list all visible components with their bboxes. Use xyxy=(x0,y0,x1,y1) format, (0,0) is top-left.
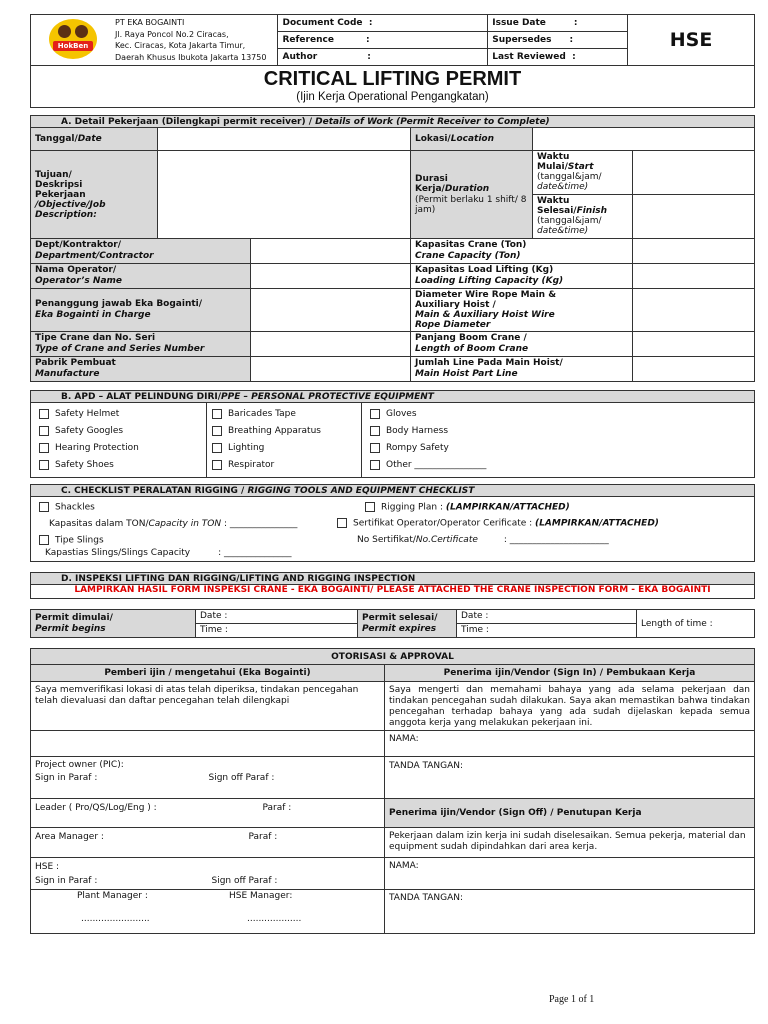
part-line-field[interactable] xyxy=(633,357,755,382)
capacity-ton-label-en: Capacity in TON xyxy=(148,519,222,529)
sling-capacity-label: Kapastias Slings/Slings Capacity xyxy=(45,548,191,558)
hse-manager-label: HSE Manager: xyxy=(229,891,293,901)
signoff-name-field[interactable] xyxy=(385,858,755,890)
ppe-column-1 xyxy=(31,403,207,478)
project-owner-cell[interactable] xyxy=(31,757,385,799)
department-label-cell xyxy=(31,239,251,264)
objective-label-3: Pekerjaan xyxy=(35,189,86,200)
department-field[interactable] xyxy=(251,239,411,264)
ppe-item[interactable] xyxy=(370,440,746,457)
date-label-cell xyxy=(31,128,158,151)
approval-table xyxy=(30,648,755,934)
date-label: Date : xyxy=(200,611,228,621)
colon: : xyxy=(368,18,373,28)
ppe-item[interactable] xyxy=(370,457,746,474)
objective-label-4: /Objective/Job xyxy=(35,199,106,210)
ppe-label: Hearing Protection xyxy=(55,443,139,453)
colon: : xyxy=(365,35,370,45)
boom-length-label: Panjang Boom Crane / xyxy=(415,333,527,343)
ppe-label: Body Harness xyxy=(386,426,449,436)
crane-capacity-label-en: Crane Capacity (Ton) xyxy=(415,251,521,261)
checkbox[interactable] xyxy=(212,460,222,470)
date-label-en: Date xyxy=(77,134,102,144)
duration-label-cell xyxy=(411,151,533,239)
leader-label: Leader ( Pro/QS/Log/Eng ) : xyxy=(35,803,157,813)
receiver-signoff-heading-cell xyxy=(385,799,755,828)
title-box xyxy=(30,66,755,108)
last-reviewed-label: Last Reviewed xyxy=(492,52,566,62)
finish-label-1: Waktu xyxy=(537,196,570,206)
last-reviewed-cell xyxy=(488,49,628,66)
date-label: Tanggal/ xyxy=(35,134,78,144)
checkbox[interactable] xyxy=(212,409,222,419)
rigging-checklist xyxy=(30,496,755,562)
ppe-label: Lighting xyxy=(228,443,265,453)
receiver-signature-field[interactable] xyxy=(385,757,755,799)
ppe-item[interactable] xyxy=(39,423,198,440)
plant-manager-signature-line[interactable]: ........................ xyxy=(81,914,150,924)
pic-label-cell xyxy=(31,289,251,332)
issuer-blank-cell[interactable] xyxy=(31,731,385,757)
reference-cell xyxy=(278,32,488,49)
start-label-1: Waktu xyxy=(537,152,570,162)
supersedes-label: Supersedes xyxy=(492,35,552,45)
pic-field[interactable] xyxy=(251,289,411,332)
hse-manager-signature-line[interactable]: ................... xyxy=(247,914,302,924)
finish-label-2: Selesai/ xyxy=(537,206,577,216)
location-field[interactable] xyxy=(533,128,755,151)
ppe-label: Other ________________ xyxy=(386,460,487,470)
boom-length-field[interactable] xyxy=(633,332,755,357)
start-field[interactable] xyxy=(633,151,755,195)
hse-sign-off-paraf-label: Sign off Paraf : xyxy=(211,876,278,886)
certificate-number-row xyxy=(357,535,609,545)
company-address-line3: Daerah Khusus Ibukota Jakarta 13750 xyxy=(115,52,267,62)
issue-date-cell xyxy=(488,15,628,32)
ppe-table xyxy=(30,402,755,478)
wire-rope-label-1: Diameter Wire Rope Main & xyxy=(415,290,557,300)
finish-label-en: Finish xyxy=(576,206,608,216)
page-title: CRITICAL LIFTING PERMIT xyxy=(263,68,522,90)
checkbox[interactable] xyxy=(39,535,49,545)
part-line-label: Jumlah Line Pada Main Hoist/ xyxy=(415,358,563,368)
hse-sign-cell[interactable] xyxy=(31,858,385,890)
duration-label-2: Kerja/ xyxy=(415,184,445,194)
date-label: Date : xyxy=(461,611,489,621)
section-b-title: B. APD – ALAT PELINDUNG DIRI/ xyxy=(61,392,222,402)
receiver-name-label: NAMA: xyxy=(389,734,419,744)
permit-expires-date-field[interactable] xyxy=(457,610,637,624)
section-a-title: A. Detail Pekerjaan (Dilengkapi permit receiver) / xyxy=(61,117,316,127)
permit-expires-label: Permit selesai/ xyxy=(362,612,438,623)
duration-note: (Permit berlaku 1 shift/ 8 jam) xyxy=(415,195,527,215)
hse-sign-label: HSE : xyxy=(35,862,60,872)
operator-name-label-cell xyxy=(31,264,251,289)
objective-label-2: Deskripsi xyxy=(35,179,83,190)
department-label-en: Department/Contractor xyxy=(35,251,154,261)
colon: : xyxy=(573,18,578,28)
issuer-statement: Saya memverifikasi lokasi di atas telah diperiksa, tindakan pencegahan telah dievaluasi dan daftar pencegahan telah dilengkapi xyxy=(35,685,359,706)
checkbox[interactable] xyxy=(370,426,380,436)
section-c-title: C. CHECKLIST PERALATAN RIGGING / xyxy=(61,486,248,496)
location-label: Lokasi/ xyxy=(415,134,451,144)
certificate-number-label: No Sertifikat/ xyxy=(357,535,416,545)
checkbox[interactable] xyxy=(212,443,222,453)
signoff-name-label: NAMA: xyxy=(389,861,419,871)
receiver-statement: Saya mengerti dan memahami bahaya yang ada selama pekerjaan dan tindakan pencegahan sudah dilakukan. Saya akan memastikan bahwa tindakan pencegahan terhadap bahaya yang ada sudah dijelaskan kepada semua anggota kerja yang melakukan pekerjaan ini. xyxy=(389,685,750,728)
managers-sign-cell[interactable] xyxy=(31,890,385,934)
duration-label-en: Duration xyxy=(444,184,490,194)
operator-name-label-en: Operator’s Name xyxy=(35,276,123,286)
duration-label-1: Durasi xyxy=(415,174,448,184)
objective-label-cell xyxy=(31,151,158,239)
sling-type-label: Tipe Slings xyxy=(55,535,104,546)
crane-type-label: Tipe Crane dan No. Seri xyxy=(35,333,156,343)
inspection-warning-box xyxy=(30,584,755,599)
permit-period-table xyxy=(30,609,755,638)
checkbox[interactable] xyxy=(370,460,380,470)
permit-begins-date-field[interactable] xyxy=(196,610,358,624)
checkbox[interactable] xyxy=(39,443,49,453)
time-label: Time : xyxy=(200,625,228,635)
wire-rope-label-2: Auxiliary Hoist / xyxy=(415,300,496,310)
company-logo xyxy=(49,19,97,59)
wire-rope-field[interactable] xyxy=(633,289,755,332)
section-b-title-en: PPE – PERSONAL PROTECTIVE EQUIPMENT xyxy=(221,392,434,402)
wire-rope-label-cell xyxy=(411,289,633,332)
load-capacity-field[interactable] xyxy=(633,264,755,289)
crane-type-label-en: Type of Crane and Series Number xyxy=(35,344,205,354)
permit-begins-label-en: Permit begins xyxy=(35,623,106,634)
finish-field[interactable] xyxy=(633,195,755,239)
work-details-table xyxy=(30,127,755,382)
manufacturer-label: Pabrik Pembuat xyxy=(35,358,116,368)
crane-capacity-field[interactable] xyxy=(633,239,755,264)
receiver-signoff-heading: Penerima ijin/Vendor (Sign Off) / Penutupan Kerja xyxy=(389,808,642,818)
start-datetime-hint-en: date&time) xyxy=(537,182,589,192)
capacity-ton-row xyxy=(49,519,297,529)
permit-begins-label: Permit dimulai/ xyxy=(35,612,113,623)
signoff-signature-label: TANDA TANGAN: xyxy=(389,893,464,903)
issuer-statement-cell xyxy=(31,682,385,731)
objective-label-5: Description: xyxy=(35,209,97,220)
boom-length-label-en: Length of Boom Crane xyxy=(415,344,529,354)
checkbox[interactable] xyxy=(39,460,49,470)
time-label: Time : xyxy=(461,625,489,635)
ppe-item[interactable] xyxy=(39,406,198,423)
reference-label: Reference xyxy=(282,35,334,45)
permit-begins-time-field[interactable] xyxy=(196,624,358,638)
sign-in-paraf-label: Sign in Paraf : xyxy=(35,773,98,783)
page-subtitle: (Ijin Kerja Operational Pengangkatan) xyxy=(296,91,489,103)
signoff-statement-cell xyxy=(385,828,755,858)
wire-rope-label-en-1: Main & Auxiliary Hoist Wire xyxy=(415,310,555,320)
author-cell xyxy=(278,49,488,66)
signoff-statement: Pekerjaan dalam izin kerja ini sudah diselesaikan. Semua pekerja, material dan equipment sudah dipindahkan dari area kerja. xyxy=(389,831,746,852)
section-a-title-en: Details of Work (Permit Receiver to Complete) xyxy=(315,117,550,127)
crane-type-label-cell xyxy=(31,332,251,357)
checkbox[interactable] xyxy=(39,409,49,419)
ppe-item[interactable] xyxy=(370,406,746,423)
boom-length-label-cell xyxy=(411,332,633,357)
start-label-2: Mulai/ xyxy=(537,162,568,172)
author-label: Author xyxy=(282,52,318,62)
capacity-ton-field[interactable]: : _______________ xyxy=(221,519,298,529)
approval-heading: OTORISASI & APPROVAL xyxy=(331,651,454,662)
checkbox[interactable] xyxy=(212,426,222,436)
load-capacity-label-cell xyxy=(411,264,633,289)
finish-label-cell xyxy=(533,195,633,239)
operator-certificate-item[interactable] xyxy=(337,518,659,529)
ppe-label: Safety Googles xyxy=(55,426,124,436)
checkbox[interactable] xyxy=(370,409,380,419)
sling-capacity-field[interactable]: : _______________ xyxy=(218,548,292,558)
objective-label-1: Tujuan/ xyxy=(35,169,72,180)
logo-text: HokBen xyxy=(57,42,89,50)
section-c-title-en: RIGGING TOOLS AND EQUIPMENT CHECKLIST xyxy=(247,486,475,496)
manufacturer-field[interactable] xyxy=(251,357,411,382)
start-datetime-hint: (tanggal&jam/ xyxy=(537,172,602,182)
document-code-cell xyxy=(278,15,488,32)
issue-date-label: Issue Date xyxy=(492,18,546,28)
hse-cell xyxy=(628,15,755,66)
rigging-plan-label: Rigging Plan : xyxy=(381,502,446,513)
rigging-plan-attached: (LAMPIRKAN/ATTACHED) xyxy=(445,502,570,513)
ppe-item[interactable] xyxy=(370,423,746,440)
project-owner-label: Project owner (PIC): xyxy=(35,760,124,770)
load-capacity-label: Kapasitas Load Lifting (Kg) xyxy=(415,265,554,275)
checkbox[interactable] xyxy=(39,502,49,512)
ppe-column-3 xyxy=(362,403,755,478)
signoff-signature-field[interactable] xyxy=(385,890,755,934)
sign-off-paraf-label: Sign off Paraf : xyxy=(208,773,275,783)
area-manager-paraf-label: Paraf : xyxy=(248,832,278,842)
rigging-plan-item[interactable] xyxy=(365,502,570,513)
checkbox[interactable] xyxy=(337,518,347,528)
location-label-en: Location xyxy=(450,134,495,144)
plant-manager-label: Plant Manager : xyxy=(77,891,148,901)
load-capacity-label-en: Loading Lifting Capacity (Kg) xyxy=(415,276,564,286)
manufacturer-label-cell xyxy=(31,357,251,382)
permit-expires-label-cell xyxy=(358,610,457,638)
area-manager-cell[interactable] xyxy=(31,828,385,858)
company-address-line1: Jl. Raya Poncol No.2 Ciracas, xyxy=(115,29,229,39)
colon: : xyxy=(572,52,576,62)
receiver-name-field[interactable] xyxy=(385,731,755,757)
date-field[interactable] xyxy=(158,128,411,151)
ppe-column-2 xyxy=(207,403,362,478)
part-line-label-en: Main Hoist Part Line xyxy=(415,369,518,379)
ppe-item[interactable] xyxy=(212,457,356,474)
company-cell xyxy=(31,15,278,66)
location-label-cell xyxy=(411,128,533,151)
operator-certificate-label: Sertifikat Operator/Operator Cerificate : xyxy=(353,518,536,529)
receiver-signin-heading: Penerima ijin/Vendor (Sign In) / Pembukaan Kerja xyxy=(443,668,696,678)
document-code-label: Document Code xyxy=(282,18,363,28)
inspection-warning: LAMPIRKAN HASIL FORM INSPEKSI CRANE - EKA BOGAINTI/ PLEASE ATTACHED THE CRANE INSPECTION FORM - EKA BOGAINTI xyxy=(74,585,711,595)
ppe-item[interactable] xyxy=(212,423,356,440)
supersedes-cell xyxy=(488,32,628,49)
operator-name-field[interactable] xyxy=(251,264,411,289)
ppe-label: Baricades Tape xyxy=(228,409,296,419)
length-of-time-field[interactable] xyxy=(637,610,755,638)
page-number: Page 1 of 1 xyxy=(549,994,595,1005)
permit-expires-label-en: Permit expires xyxy=(362,623,437,634)
ppe-label: Gloves xyxy=(386,409,417,419)
certificate-number-label-en: No.Certificate xyxy=(415,535,478,545)
pic-label-en: Eka Bogainti in Charge xyxy=(35,310,151,320)
section-d-title: D. INSPEKSI LIFTING DAN RIGGING/LIFTING AND RIGGING INSPECTION xyxy=(61,574,416,584)
ppe-item[interactable] xyxy=(39,440,198,457)
hse-label: HSE xyxy=(669,29,713,51)
length-of-time-label: Length of time : xyxy=(641,618,713,629)
issuer-heading-cell xyxy=(31,665,385,682)
pic-label: Penanggung jawab Eka Bogainti/ xyxy=(35,299,203,309)
checkbox[interactable] xyxy=(370,443,380,453)
capacity-ton-label: Kapasitas dalam TON/ xyxy=(49,519,149,529)
crane-capacity-label-cell xyxy=(411,239,633,264)
checkbox[interactable] xyxy=(39,426,49,436)
area-manager-label: Area Manager : xyxy=(35,832,104,842)
shackles-label: Shackles xyxy=(55,502,95,513)
leader-cell[interactable] xyxy=(31,799,385,828)
operator-certificate-attached: (LAMPIRKAN/ATTACHED) xyxy=(535,518,659,529)
hse-sign-in-paraf-label: Sign in Paraf : xyxy=(35,876,98,886)
checkbox[interactable] xyxy=(365,502,375,512)
company-address-line2: Kec. Ciracas, Kota Jakarta Timur, xyxy=(115,41,246,50)
leader-paraf-label: Paraf : xyxy=(262,803,292,813)
objective-field[interactable] xyxy=(158,151,411,239)
sling-capacity-row xyxy=(45,548,292,558)
crane-capacity-label: Kapasitas Crane (Ton) xyxy=(415,240,527,250)
manufacturer-label-en: Manufacture xyxy=(35,369,100,379)
ppe-item[interactable] xyxy=(39,457,198,474)
header-table xyxy=(30,14,755,66)
ppe-label: Respirator xyxy=(228,460,275,470)
ppe-label: Rompy Safety xyxy=(386,443,449,453)
receiver-statement-cell xyxy=(385,682,755,731)
finish-datetime-hint: (tanggal&jam/ xyxy=(537,216,602,226)
ppe-label: Safety Shoes xyxy=(55,460,114,470)
ppe-label: Breathing Apparatus xyxy=(228,426,321,436)
shackles-item[interactable] xyxy=(39,502,95,513)
start-label-en: Start xyxy=(567,162,594,172)
company-name: PT EKA BOGAINTI xyxy=(115,18,185,27)
permit-expires-time-field[interactable] xyxy=(457,624,637,638)
colon: : xyxy=(569,35,574,45)
ppe-item[interactable] xyxy=(212,406,356,423)
crane-type-field[interactable] xyxy=(251,332,411,357)
ppe-label: Safety Helmet xyxy=(55,409,120,419)
colon: : xyxy=(367,52,371,62)
part-line-label-cell xyxy=(411,357,633,382)
sling-type-item[interactable] xyxy=(39,535,104,546)
receiver-signature-label: TANDA TANGAN: xyxy=(389,761,464,771)
receiver-signin-heading-cell xyxy=(385,665,755,682)
issuer-heading: Pemberi ijin / mengetahui (Eka Bogainti) xyxy=(104,668,311,678)
wire-rope-label-en-2: Rope Diameter xyxy=(415,320,491,330)
operator-name-label: Nama Operator/ xyxy=(35,265,117,275)
certificate-number-field[interactable]: : ______________________ xyxy=(503,535,609,545)
start-label-cell xyxy=(533,151,633,195)
ppe-item[interactable] xyxy=(212,440,356,457)
permit-begins-label-cell xyxy=(31,610,196,638)
finish-datetime-hint-en: date&time) xyxy=(537,226,589,236)
department-label: Dept/Kontraktor/ xyxy=(35,240,122,250)
approval-heading-cell xyxy=(31,649,755,665)
